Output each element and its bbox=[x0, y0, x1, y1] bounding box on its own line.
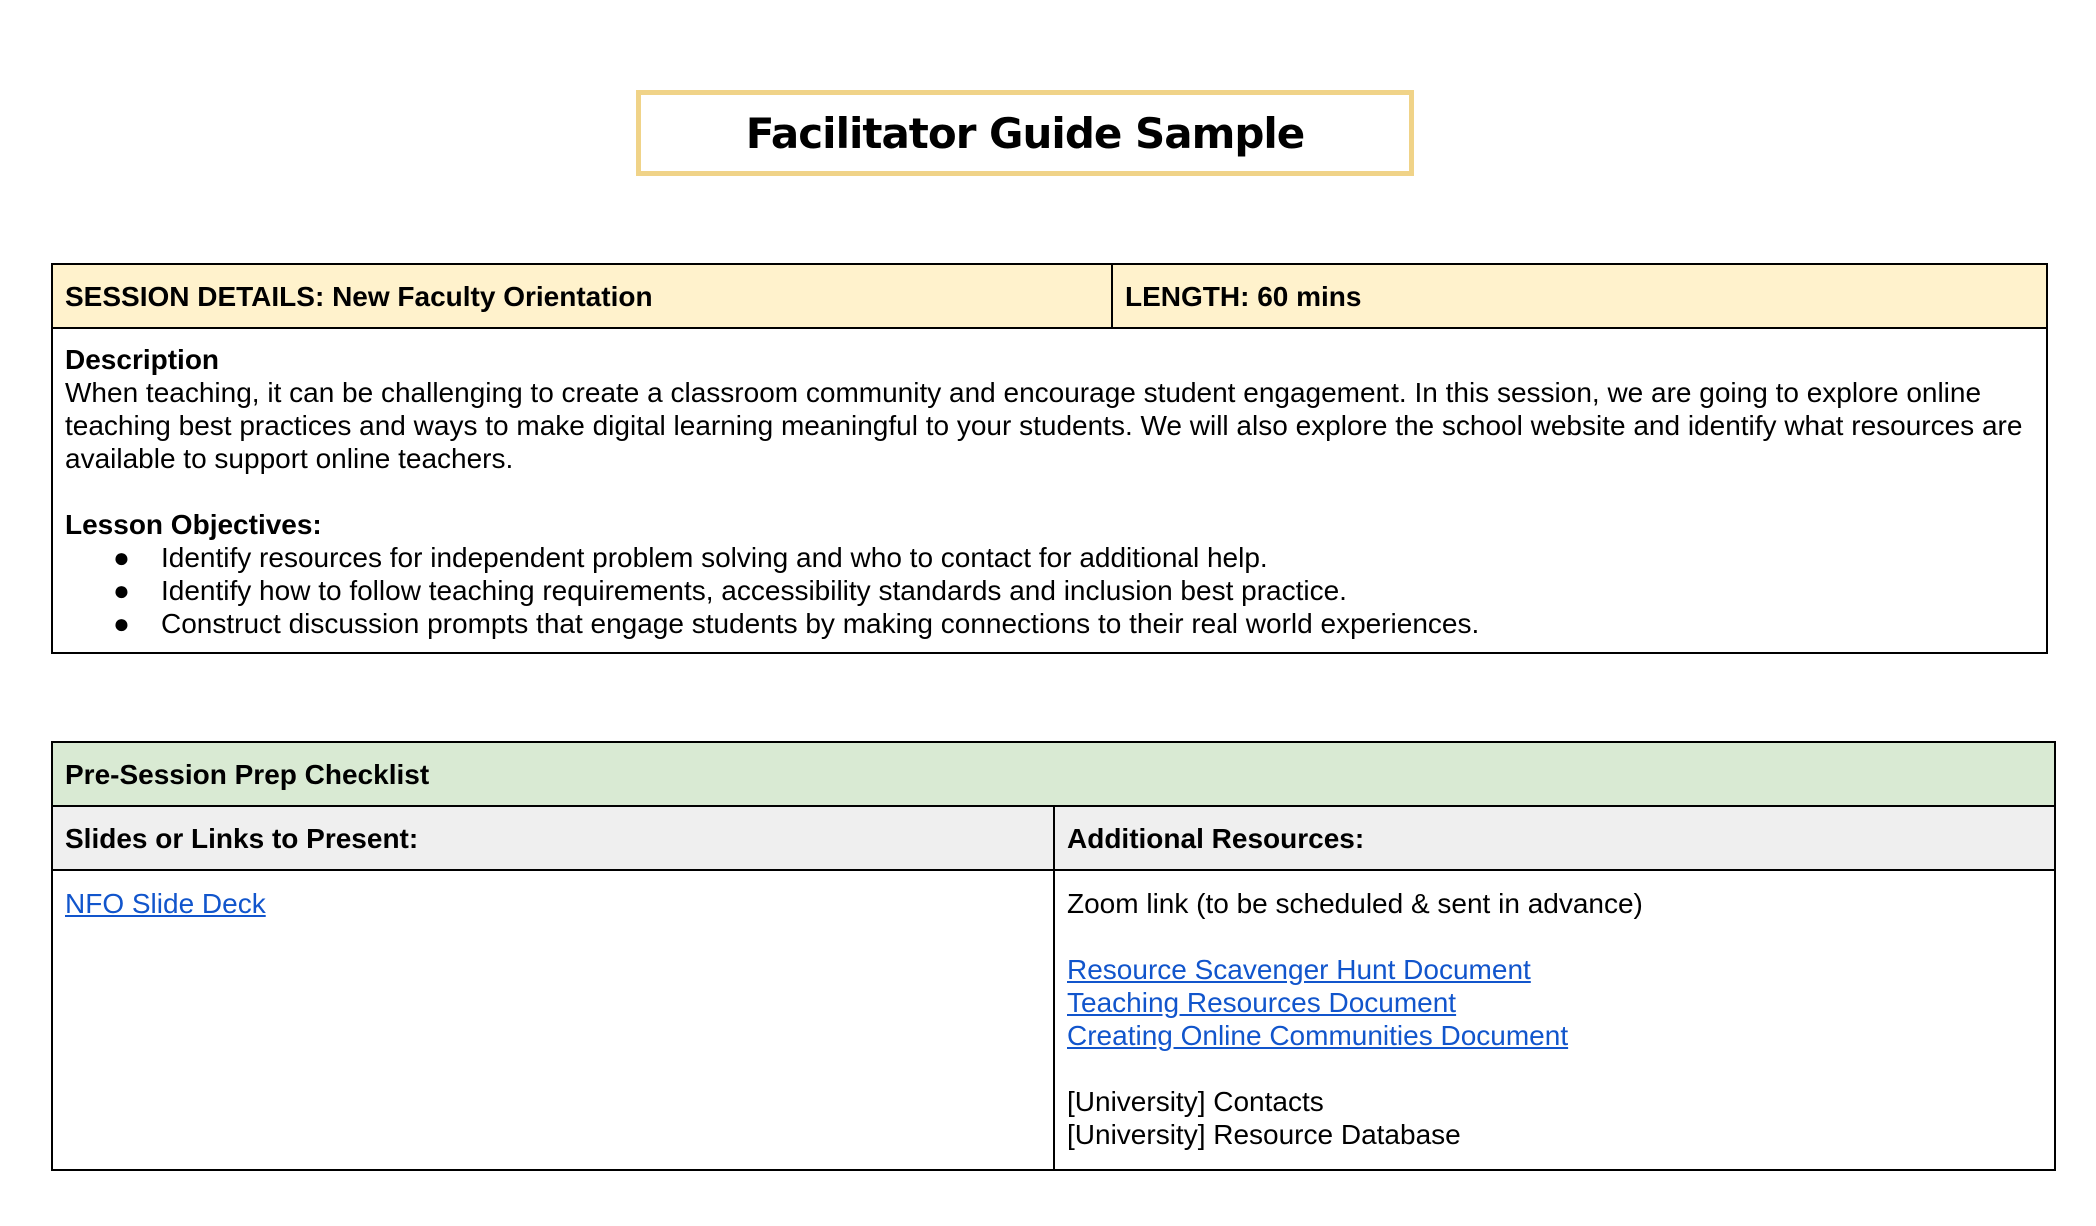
objective-text: Identify resources for independent problem solving and who to contact for additional help. bbox=[161, 542, 1268, 573]
description-heading: Description bbox=[65, 344, 220, 375]
online-communities-link[interactable]: Creating Online Communities Document bbox=[1067, 1020, 1569, 1051]
objective-text: Identify how to follow teaching requirements, accessibility standards and inclusion best practice. bbox=[161, 575, 1347, 606]
description-cell bbox=[52, 328, 2047, 653]
bullet-icon: ● bbox=[113, 542, 130, 573]
slides-cell bbox=[52, 870, 1054, 1170]
prep-checklist-table bbox=[51, 741, 2056, 1171]
scavenger-hunt-link[interactable]: Resource Scavenger Hunt Document bbox=[1067, 954, 1531, 985]
zoom-link-text: Zoom link (to be scheduled & sent in advance) bbox=[1067, 888, 1643, 919]
page-title: Facilitator Guide Sample bbox=[745, 108, 1305, 158]
session-length-cell: LENGTH: 60 mins bbox=[1112, 264, 2047, 328]
session-description-row bbox=[52, 328, 2047, 653]
session-details-cell: SESSION DETAILS: New Faculty Orientation bbox=[52, 264, 1112, 328]
spacer bbox=[65, 475, 2034, 508]
session-header-row bbox=[52, 264, 2047, 328]
university-contacts-text: [University] Contacts bbox=[1067, 1086, 1324, 1117]
spacer bbox=[1067, 1052, 2042, 1085]
list-item bbox=[65, 541, 2034, 574]
resources-heading: Additional Resources: bbox=[1054, 806, 2055, 870]
checklist-header-row bbox=[52, 742, 2055, 806]
resources-cell bbox=[1054, 870, 2055, 1170]
nfo-slide-deck-link[interactable]: NFO Slide Deck bbox=[65, 888, 266, 919]
checklist-content-row bbox=[52, 870, 2055, 1170]
objectives-heading: Lesson Objectives: bbox=[65, 509, 322, 540]
title-box bbox=[636, 90, 1414, 176]
slides-heading: Slides or Links to Present: bbox=[52, 806, 1054, 870]
list-item bbox=[65, 607, 2034, 640]
checklist-heading: Pre-Session Prep Checklist bbox=[52, 742, 2055, 806]
bullet-icon: ● bbox=[113, 608, 130, 639]
university-database-text: [University] Resource Database bbox=[1067, 1119, 1461, 1150]
spacer bbox=[1067, 920, 2042, 953]
list-item bbox=[65, 574, 2034, 607]
description-text: When teaching, it can be challenging to create a classroom community and encourage student engagement. In this session, we are going to explore online teaching best practices and ways to make digital learning meaningful to your students. We will also explore the school website and identify what resources are available to support online teachers. bbox=[65, 377, 2023, 474]
objective-text: Construct discussion prompts that engage students by making connections to their real world experiences. bbox=[161, 608, 1480, 639]
checklist-subheader-row bbox=[52, 806, 2055, 870]
objectives-list bbox=[65, 541, 2034, 640]
session-details-table bbox=[51, 263, 2048, 654]
bullet-icon: ● bbox=[113, 575, 130, 606]
teaching-resources-link[interactable]: Teaching Resources Document bbox=[1067, 987, 1457, 1018]
